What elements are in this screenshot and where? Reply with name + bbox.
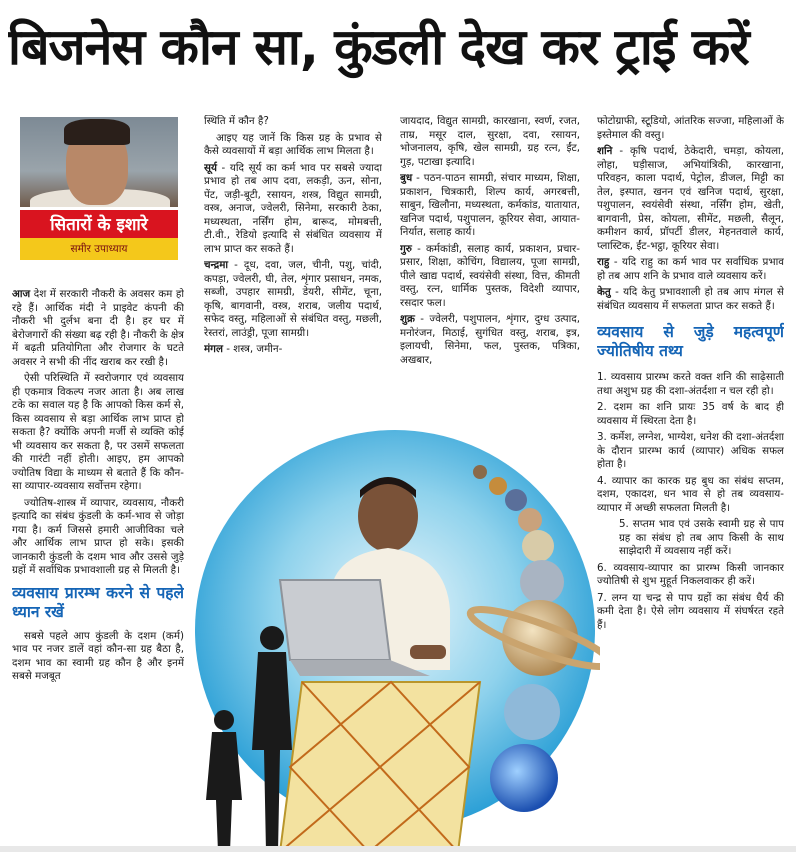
col4-shani — [597, 145, 784, 253]
col2-surya — [204, 162, 382, 257]
col2-para-2: आइए यह जानें कि किस ग्रह के प्रभाव से कैसे व्यवसायों में बड़ा आर्थिक लाभ मिलता है। — [204, 131, 382, 157]
column-badge — [20, 210, 178, 260]
surya-text: - यदि सूर्य का कर्म भाव पर सबसे ज्यादा प्रभाव हो तब आप दवा, लकड़ी, ऊन, सोना, पेंट, जड़ी-बूटी, रसायन, शस्त्र, विद्युत सामग्री, वस्त्र, अनाज, ज्वेलरी, सिनेमा, सरकारी ठेका, मध्यस्थता, नर्सिंग होम, बारूद, मोमबत्ती, टी.वी., रेडियो इत्यादि से संबंधित व्यवसाय में लाभ प्राप्त कर सकते हैं। — [204, 161, 382, 255]
fact-2: 2. दशम का शनि प्रायः 35 वर्ष के बाद ही व्यवसाय में स्थिरता देता है। — [597, 401, 784, 427]
guru-lead: गुरु — [400, 242, 412, 255]
col4-rahu — [597, 256, 784, 283]
rahu-text: - यदि राहु का कर्म भाव पर सर्वाधिक प्रभाव हो तब आप शनि के प्रभाव वाले व्यवसाय करें। — [597, 256, 784, 282]
fact-1: 1. व्यवसाय प्रारम्भ करते वक्त शनि की साढ़ेसाती तथा अशुभ ग्रह की दशा-अंतर्दशा न चल रही हो। — [597, 371, 784, 397]
fact-5: 5. सप्तम भाव एवं उसके स्वामी ग्रह से पाप ग्रह का संबंध हो तब आप किसी के साथ साझेदारी में व्यवसाय नहीं करें। — [619, 518, 784, 557]
column-2 — [204, 115, 382, 425]
planet-icon — [522, 530, 554, 562]
mangal-lead: मंगल — [204, 343, 223, 355]
col4-ketu — [597, 286, 784, 313]
planet-icon — [520, 560, 564, 604]
planet-icon — [473, 465, 487, 479]
fact-6: 6. व्यवसाय-व्यापार का प्रारम्भ किसी जानकार ज्योतिषी से शुभ मुहूर्त निकलवाकर ही करें। — [597, 561, 784, 587]
planet-icon — [504, 684, 560, 740]
planet-icon — [490, 744, 558, 812]
guru-text: - कर्मकांडी, सलाह कार्य, प्रकाशन, प्रचार-प्रसार, शिक्षा, कोचिंग, विद्यालय, पूजा सामग्री, पीले खाद्य पदार्थ, स्वयंसेवी संस्था, वित्त, कीमती वस्तु, रत्न, धार्मिक पुस्तक, विदेशी व्यापार, रसदार फल। — [400, 242, 580, 309]
ketu-text: - यदि केतु प्रभावशाली हो तब आप मंगल से संबंधित व्यवसाय में सफलता प्राप्त कर सकते हैं। — [597, 286, 784, 312]
illustration-svg — [180, 420, 600, 852]
col3-para-1: जायदाद, विद्युत सामग्री, कारखाना, स्वर्ण, रजत, ताम्र, मसूर दाल, सुरक्षा, दवा, रसायन, भोजनालय, कृषि, खेल सामग्री, ग्रह रत्न, ईंट, गुड़, पटाखा इत्यादि। — [400, 115, 580, 168]
ketu-lead: केतु — [597, 286, 611, 298]
col1-text-1: देश में सरकारी नौकरी के अवसर कम हो रहे हैं। आर्थिक मंदी ने प्राइवेट कंपनी की नौकरी भी दुर्लभ बना दी है। हर घर में बेरोजगारों की संख्या बढ़ रही है। नौकरी के क्षेत्र में बढ़ती प्रतियोगिता और रोजगार के घटते अवसर ने सभी की नींद खराब कर रखी है। — [12, 288, 184, 368]
chandra-text: - दूध, दवा, जल, चीनी, पशु, चांदी, कपड़ा, ज्वेलरी, घी, तेल, शृंगार प्रसाधन, नमक, सब्जी, उपहार सामग्री, डेयरी, सीमेंट, चूना, कृषि, बागवानी, वस्त्र, शराब, जलीय पदार्थ, सफेद वस्तु, महिलाओं से संबंधित वस्तु, मछली, रेस्तरां, लाउंड्री, पूजा सामग्री। — [204, 259, 382, 339]
col4-subhead: व्यवसाय से जुड़े महत्वपूर्ण ज्योतिषीय तथ्य — [597, 323, 784, 360]
mangal-text: - शस्त्र, जमीन- — [222, 343, 283, 355]
planet-icon — [518, 508, 542, 532]
shukra-text: - ज्वेलरी, पशुपालन, शृंगार, दुग्ध उत्पाद, मनोरंजन, मिठाई, सुगंधित वस्तु, शराब, इत्र, इलायची, सिनेमा, फल, पुस्तक, पत्रिका, अखबार, — [400, 313, 580, 366]
silhouette-icon — [260, 626, 284, 650]
author-name: समीर उपाध्याय — [70, 243, 128, 255]
author-photo — [20, 117, 178, 207]
col3-budh — [400, 172, 580, 240]
col3-guru — [400, 243, 580, 311]
shani-lead: शनि — [597, 145, 613, 157]
column-tag: सितारों के इशारे — [50, 215, 148, 235]
col4-para-1: फोटोग्राफी, स्टूडियो, आंतरिक सज्जा, महिलाओं के इस्तेमाल की वस्तु। — [597, 115, 784, 141]
col1-para-4: सबसे पहले आप कुंडली के दशम (कर्म) भाव पर नजर डालें वहां कौन-सा ग्रह बैठा है, दशम भाव का स्वामी ग्रह कौन है और इनमें सबसे मजबूत — [12, 629, 184, 682]
headline: बिजनेस कौन सा, कुंडली देख कर ट्राई करें — [8, 18, 749, 76]
shani-text: - कृषि पदार्थ, ठेकेदारी, चमड़ा, कोयला, लोहा, घड़ीसाज, अभियांत्रिकी, कारखाना, परिवहन, काला पदार्थ, पेट्रोल, डीजल, मिट्टी का तेल, इस्पात, खनन एवं खनिज पदार्थ, सुरक्षा, पशुपालन, स्वयंसेवी संस्था, नर्सिंग होम, खेती, बागवानी, प्रेस, कोयला, सीमेंट, मछली, सैलून, कमीशन कार्य, प्रॉपर्टी डीलर, मेहनतवाले कार्य, प्लास्टिक, ईंट-भट्ठा, कूरियर सेवा। — [597, 145, 784, 252]
col1-lead-word: आज — [12, 288, 31, 300]
fact-3: 3. कर्मेश, लग्नेश, भाग्येश, धनेश की दशा-अंतर्दशा के दौरान प्रारम्भ कार्य (व्यापार) अधिक सफल होता है। — [597, 431, 784, 470]
column-4 — [597, 115, 784, 835]
col3-shukra — [400, 313, 580, 367]
laptop-icon — [280, 580, 390, 660]
surya-lead: सूर्य — [204, 161, 217, 174]
budh-lead: बुध — [400, 172, 413, 184]
col1-para-2: ऐसी परिस्थिति में स्वरोजगार एवं व्यवसाय ही एकमात्र विकल्प नजर आता है। अब लाख टके का सवाल यह है कि आपको किस कर्म से, किस व्यवसाय से बड़ा आर्थिक लाभ प्राप्त हो सकता है? क्योंकि अपनी मर्जी से व्यक्ति कोई भी व्यवसाय कर सकता है, पर उसमें सफलता की गारंटी नहीं होती। आइए, हम आपको ज्योतिष विद्या के माध्यम से बताते हैं कि कौन-सा व्यापार-व्यवसाय सर्वोत्तम रहेगा। — [12, 372, 184, 492]
shukra-lead: शुक्र — [400, 313, 415, 325]
col1-para-1 — [12, 288, 184, 369]
astrology-illustration — [180, 420, 600, 852]
rahu-lead: राहु — [597, 256, 610, 268]
column-1 — [12, 288, 184, 836]
planet-icon — [505, 489, 527, 511]
col2-mangal — [204, 343, 382, 357]
col1-para-3: ज्योतिष-शास्त्र में व्यापार, व्यवसाय, नौकरी इत्यादि का संबंध कुंडली के कर्म-भाव से जोड़ा गया है। कर्म जिससे हमारी आजीविका चले और आर्थिक लाभ प्राप्त हो सके। इसकी जानकारी कुंडली के दशम भाव और उससे जुड़े ग्रहों में सर्वाधिक प्रभावशाली ग्रह से मिलती है। — [12, 496, 184, 576]
col2-chandra — [204, 259, 382, 340]
fact-7: 7. लग्न या चन्द्र से पाप ग्रहों का संबंध धैर्य की कमी देता है। ऐसे लोग व्यवसाय में संघर्षरत रहते हैं। — [597, 591, 784, 631]
column-3 — [400, 115, 580, 425]
budh-text: - पठन-पाठन सामग्री, संचार माध्यम, शिक्षा, प्रकाशन, चित्रकारी, शिल्प कार्य, अगरबत्ती, साबुन, खिलौना, मध्यस्थता, कर्मकांड, यातायात, खनिज पदार्थ, पशुपालन, कूरियर सेवा, आयात-निर्यात, सलाह कार्य। — [400, 172, 580, 238]
silhouette-icon — [214, 710, 234, 730]
col1-subhead: व्यवसाय प्रारम्भ करने से पहले ध्यान रखें — [12, 583, 184, 621]
footer-strip — [0, 846, 796, 852]
col2-para-1: स्थिति में कौन है? — [204, 115, 269, 127]
chandra-lead: चन्द्रमा — [204, 259, 229, 271]
planet-icon — [489, 477, 507, 495]
fact-4: 4. व्यापार का कारक ग्रह बुध का संबंध सप्तम, दशम, एकादश, धन भाव से हो तब व्यवसाय-व्यापार में अच्छी सफलता मिलती है। — [597, 474, 784, 514]
